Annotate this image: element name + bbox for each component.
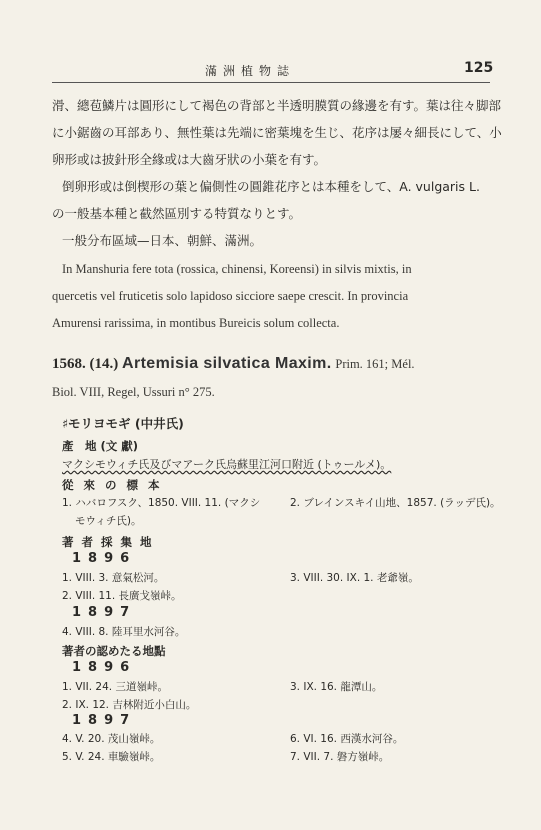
intro-line-2: に小鋸齒の耳部あり、無性葉は先端に密葉塊を生じ、花序は屡々細長にして、小 (52, 125, 502, 140)
species-reference-1: Prim. 161; Mél. (335, 357, 415, 371)
latin-line-1: In Manshuria fere tota (rossica, chinensi, Koreensi) in silvis mixtis, in (62, 262, 412, 276)
species-number: 1568. (14.) (52, 356, 119, 372)
specimen-2: 2. ブレインスキイ山地、1857. (ラッデ氏)。 (290, 497, 501, 509)
intro-line-4: 倒卵形或は倒楔形の葉と偏側性の圓錐花序とは本種をして、A. vulgaris L. (62, 179, 480, 194)
collected-1896-row-1-left: 1. VIII. 3. 意氣松河。 (62, 572, 165, 584)
intro-line-5: の一般基本種と截然區別する特質なりとす。 (52, 206, 302, 221)
header-rule (52, 82, 490, 83)
recognized-year-1897: 1897 (72, 713, 137, 728)
collected-year-1896: 1896 (72, 551, 137, 566)
locality-heading: 產 地 (文 獻) (62, 439, 139, 453)
recognized-1896-row-2-left: 2. IX. 12. 吉林附近小白山。 (62, 699, 197, 711)
recognized-year-1896: 1896 (72, 660, 137, 675)
collected-1896-row-1-right: 3. VIII. 30. IX. 1. 老爺嶺。 (290, 572, 419, 584)
collected-1897-row-1-left: 4. VIII. 8. 陸耳里水河谷。 (62, 626, 186, 638)
collected-heading: 著 者 採 集 地 (62, 535, 154, 549)
page-number: 125 (464, 60, 494, 76)
japanese-name: ♯モリヨモギ (中井氏) (62, 416, 184, 431)
collected-1896-row-2-left: 2. VIII. 11. 長廣戈嶺峠。 (62, 590, 182, 602)
latin-line-3: Amurensi rarissima, in montibus Bureicis solum collecta. (52, 316, 340, 330)
recognized-1897-row-1-left: 4. V. 20. 茂山嶺峠。 (62, 733, 161, 745)
recognized-1897-row-2-left: 5. V. 24. 車驗嶺峠。 (62, 751, 161, 763)
locality-line: マクシモウィチ氏及びマアーク氏烏蘇里江河口附近 (トゥールメ)。 (62, 458, 392, 471)
species-name: Artemisia silvatica Maxim. (122, 355, 332, 372)
specimen-1-cont: モウィチ氏)。 (75, 515, 142, 527)
recognized-1896-row-1-right: 3. IX. 16. 龍潭山。 (290, 681, 383, 693)
specimens-heading: 從 來 の 標 本 (62, 478, 163, 492)
recognized-heading: 著者の認めたる地點 (62, 644, 166, 658)
collected-year-1897: 1897 (72, 605, 137, 620)
recognized-1897-row-1-right: 6. VI. 16. 西漢水河谷。 (290, 733, 404, 745)
species-heading (52, 355, 415, 373)
species-reference-2: Biol. VIII, Regel, Ussuri n° 275. (52, 385, 215, 399)
running-header-title: 滿洲植物誌 (205, 64, 296, 78)
latin-line-2: quercetis vel fruticetis solo lapidoso sicciore saepe crescit. In provincia (52, 289, 409, 303)
intro-line-3: 卵形或は披針形全緣或は大齒牙狀の小葉を有す。 (52, 152, 327, 167)
intro-line-6: 一般分布區域—日本、朝鮮、滿洲。 (62, 233, 263, 248)
recognized-1896-row-1-left: 1. VII. 24. 三道嶺峠。 (62, 681, 168, 693)
intro-line-1: 滑、總苞鱗片は圓形にして褐色の背部と半透明膜質の緣邊を有す。葉は往々脚部 (52, 98, 502, 113)
specimen-1: 1. ハバロフスク、1850. VIII. 11. (マクシ (62, 497, 261, 509)
recognized-1897-row-2-right: 7. VII. 7. 磐方嶺峠。 (290, 751, 390, 763)
